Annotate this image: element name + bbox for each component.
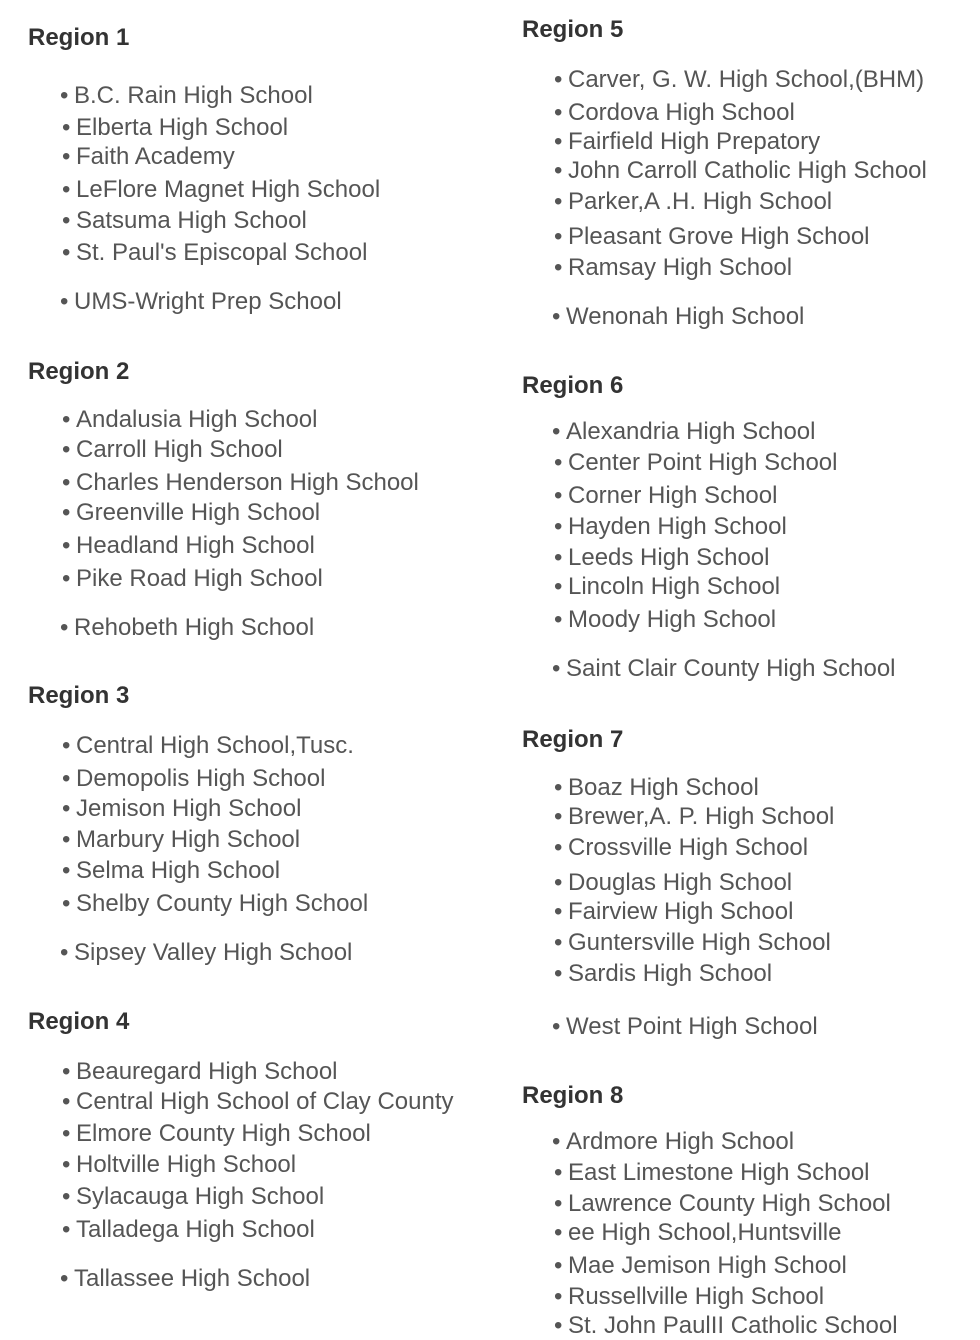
school-item: • Boaz High School [554, 774, 759, 801]
school-item: • B.C. Rain High School [60, 82, 313, 109]
school-item: • Mae Jemison High School [554, 1252, 847, 1279]
school-item: • Elberta High School [62, 114, 289, 141]
school-item: • Guntersville High School [554, 929, 831, 956]
region-title: Region 5 [522, 16, 624, 43]
school-item: • Hayden High School [554, 513, 787, 540]
school-item: • Charles Henderson High School [62, 469, 419, 496]
school-item: • Brewer,A. P. High School [554, 803, 835, 830]
region-title: Region 4 [28, 1008, 130, 1035]
school-item: • Wenonah High School [552, 303, 805, 330]
school-item: • West Point High School [552, 1013, 818, 1040]
school-item: • Beauregard High School [62, 1058, 338, 1085]
school-item: • Headland High School [62, 532, 315, 559]
school-item: • Carroll High School [62, 436, 283, 463]
region-title: Region 8 [522, 1082, 624, 1109]
school-item: • Demopolis High School [62, 765, 326, 792]
school-item: • Lawrence County High School [554, 1190, 891, 1217]
school-item: • East Limestone High School [554, 1159, 870, 1186]
school-item: • Central High School of Clay County [62, 1088, 454, 1115]
school-item: • Moody High School [554, 606, 777, 633]
school-item: • Parker,A .H. High School [554, 188, 833, 215]
school-item: • Satsuma High School [62, 207, 307, 234]
school-item: • Alexandria High School [552, 418, 816, 445]
school-item: • Fairfield High Prepatory [554, 128, 821, 155]
school-item: • Rehobeth High School [60, 614, 315, 641]
school-item: • Holtville High School [62, 1151, 297, 1178]
school-item: • Central High School,Tusc. [62, 732, 354, 759]
school-item: • Corner High School [554, 482, 778, 509]
region-title: Region 1 [28, 24, 130, 51]
school-item: • Selma High School [62, 857, 281, 884]
school-item: • ee High School,Huntsville [554, 1219, 842, 1246]
school-item: • Tallassee High School [60, 1265, 311, 1292]
school-item: • St. Paul's Episcopal School [62, 239, 368, 266]
school-item: • John Carroll Catholic High School [554, 157, 927, 184]
school-item: • Pike Road High School [62, 565, 323, 592]
school-item: • UMS-Wright Prep School [60, 288, 342, 315]
school-item: • Center Point High School [554, 449, 838, 476]
school-item: • LeFlore Magnet High School [62, 176, 381, 203]
school-item: • Douglas High School [554, 869, 793, 896]
school-item: • Crossville High School [554, 834, 809, 861]
school-item: • Leeds High School [554, 544, 770, 571]
school-item: • Faith Academy [62, 143, 235, 170]
school-item: • Marbury High School [62, 826, 301, 853]
school-item: • Ramsay High School [554, 254, 793, 281]
school-item: • Lincoln High School [554, 573, 781, 600]
school-item: • Shelby County High School [62, 890, 369, 917]
school-item: • Andalusia High School [62, 406, 318, 433]
school-item: • Fairview High School [554, 898, 794, 925]
school-item: • Talladega High School [62, 1216, 315, 1243]
school-item: • Ardmore High School [552, 1128, 795, 1155]
school-item: • Greenville High School [62, 499, 321, 526]
school-item: • Russellville High School [554, 1283, 825, 1310]
school-item: • Sardis High School [554, 960, 773, 987]
school-item: • Jemison High School [62, 795, 302, 822]
school-item: • Saint Clair County High School [552, 655, 896, 682]
region-title: Region 6 [522, 372, 624, 399]
school-item: • Pleasant Grove High School [554, 223, 870, 250]
region-title: Region 7 [522, 726, 624, 753]
school-item: • Sylacauga High School [62, 1183, 325, 1210]
school-item: • Elmore County High School [62, 1120, 371, 1147]
school-item: • St. John PaulII Catholic School [554, 1312, 898, 1339]
region-title: Region 3 [28, 682, 130, 709]
region-title: Region 2 [28, 358, 130, 385]
school-item: • Carver, G. W. High School,(BHM) [554, 66, 925, 93]
school-item: • Cordova High School [554, 99, 795, 126]
school-item: • Sipsey Valley High School [60, 939, 353, 966]
